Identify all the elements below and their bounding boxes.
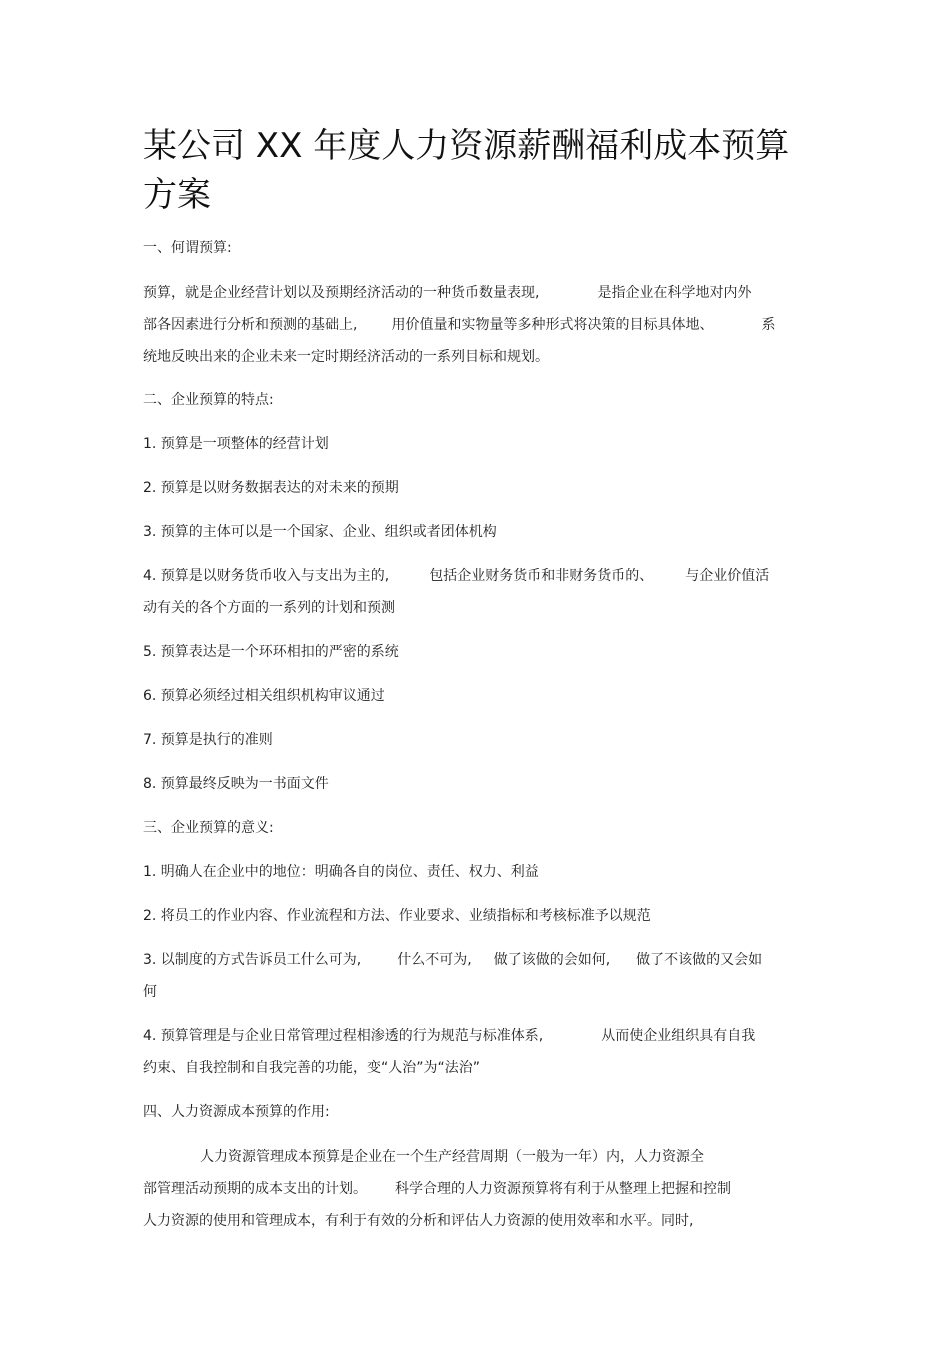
paragraph-line: 人力资源的使用和管理成本，有利于有效的分析和评估人力资源的使用效率和水平。同时, <box>143 1213 694 1229</box>
paragraph-line: 部各因素进行分析和预测的基础上, 用价值量和实物量等多种形式将决策的目标具体地、 系 <box>143 317 776 333</box>
list-item: 6. 预算必须经过相关组织机构审议通过 <box>143 688 385 704</box>
list-item: 7. 预算是执行的准则 <box>143 732 273 748</box>
list-item: 4. 预算是以财务货币收入与支出为主的, 包括企业财务货币和非财务货币的、 与企业价值活 <box>143 568 770 584</box>
section-heading-1: 一、何谓预算: <box>143 240 232 256</box>
paragraph-line: 预算，就是企业经营计划以及预期经济活动的一种货币数量表现, 是指企业在科学地对内外 <box>143 285 752 301</box>
list-item: 2. 将员工的作业内容、作业流程和方法、作业要求、业绩指标和考核标准予以规范 <box>143 908 651 924</box>
section-heading-4: 四、人力资源成本预算的作用: <box>143 1104 330 1120</box>
list-item-continuation: 动有关的各个方面的一系列的计划和预测 <box>143 600 395 616</box>
section-heading-3: 三、企业预算的意义: <box>143 820 274 836</box>
list-item-continuation: 约束、自我控制和自我完善的功能，变“人治”为“法治” <box>143 1060 481 1076</box>
paragraph-line: 人力资源管理成本预算是企业在一个生产经营周期（一般为一年）内，人力资源全 <box>200 1149 704 1165</box>
list-item: 4. 预算管理是与企业日常管理过程相渗透的行为规范与标准体系, 从而使企业组织具有自我 <box>143 1028 756 1044</box>
section-heading-2: 二、企业预算的特点: <box>143 392 274 408</box>
list-item-continuation: 何 <box>143 984 157 1000</box>
document-title-line-2: 方案 <box>143 175 211 215</box>
list-item: 3. 预算的主体可以是一个国家、企业、组织或者团体机构 <box>143 524 497 540</box>
document-title-line-1: 某公司 XX 年度人力资源薪酬福利成本预算 <box>143 126 790 166</box>
list-item: 1. 预算是一项整体的经营计划 <box>143 436 329 452</box>
list-item: 3. 以制度的方式告诉员工什么可为, 什么不可为, 做了该做的会如何, 做了不该做的又会如 <box>143 952 763 968</box>
paragraph-line: 部管理活动预期的成本支出的计划。 科学合理的人力资源预算将有利于从整理上把握和控制 <box>143 1181 731 1197</box>
paragraph-line: 统地反映出来的企业未来一定时期经济活动的一系列目标和规划。 <box>143 349 549 365</box>
list-item: 1. 明确人在企业中的地位：明确各自的岗位、责任、权力、利益 <box>143 864 539 880</box>
list-item: 8. 预算最终反映为一书面文件 <box>143 776 329 792</box>
list-item: 2. 预算是以财务数据表达的对未来的预期 <box>143 480 399 496</box>
list-item: 5. 预算表达是一个环环相扣的严密的系统 <box>143 644 399 660</box>
